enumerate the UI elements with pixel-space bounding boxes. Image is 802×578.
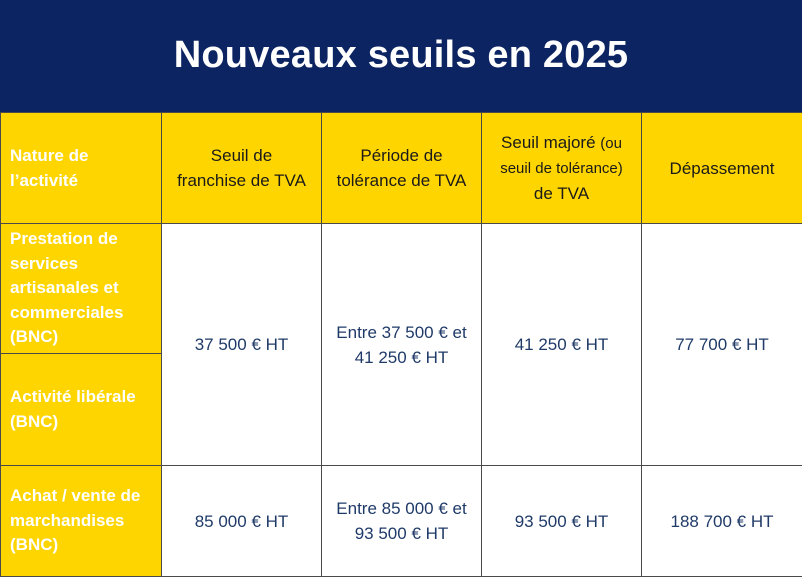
table-row-achat-vente [1, 466, 802, 577]
header-periode-tolerance-line: tolérance de TVA [336, 171, 467, 190]
cell-line: 93 500 € HT [354, 524, 449, 543]
cell-line: 41 250 € HT [354, 347, 449, 367]
cell-line: Entre 37 500 € et [336, 322, 467, 342]
cell-periode-tolerance-services [322, 224, 482, 466]
header-seuil-franchise-line: franchise de TVA [177, 171, 306, 190]
header-nature [1, 113, 162, 224]
header-depassement: Dépassement [642, 113, 802, 224]
row-label-line: Activité libérale [10, 387, 136, 406]
header-seuil-majore [482, 113, 642, 224]
cell-seuil-franchise-services: 37 500 € HT [162, 224, 322, 466]
row-label-line: Achat / vente de [10, 486, 141, 506]
row-label-line: services [10, 253, 79, 273]
page-title: Nouveaux seuils en 2025 [173, 33, 629, 76]
row-label-line: Prestation de [10, 229, 118, 249]
row-label-line: marchandises [10, 510, 125, 530]
table-row-prestation [1, 224, 802, 354]
cell-line: Entre 85 000 € et [336, 499, 467, 518]
header-nature-line: Nature de [10, 146, 89, 165]
cell-periode-tolerance-achat [322, 466, 482, 577]
cell-seuil-majore-achat: 93 500 € HT [482, 466, 642, 577]
row-label-achat-vente [1, 466, 162, 577]
cell-seuil-majore-services: 41 250 € HT [482, 224, 642, 466]
header-seuil-franchise-line: Seuil de [210, 146, 273, 165]
header-seuil-majore-line3: de TVA [533, 184, 590, 203]
table-header-row [1, 113, 802, 224]
title-bar [0, 0, 802, 112]
header-periode-tolerance [322, 113, 482, 224]
header-nature-line: l’activité [10, 171, 79, 190]
cell-depassement-services: 77 700 € HT [642, 224, 802, 466]
cell-seuil-franchise-achat: 85 000 € HT [162, 466, 322, 577]
row-label-line: (BNC) [10, 327, 59, 347]
row-label-line: (BNC) [10, 535, 59, 555]
thresholds-table [0, 112, 802, 577]
header-periode-tolerance-line: Période de [360, 146, 443, 165]
cell-depassement-achat: 188 700 € HT [642, 466, 802, 577]
row-label-line: artisanales et [10, 278, 119, 298]
row-label-liberale [1, 354, 162, 466]
header-seuil-majore-main: Seuil majoré [501, 133, 601, 152]
row-label-line: commerciales [10, 302, 124, 322]
header-seuil-franchise [162, 113, 322, 224]
row-label-line: (BNC) [10, 411, 59, 431]
header-seuil-majore-line2: seuil de tolérance) [500, 160, 623, 177]
header-seuil-majore-small: (ou [600, 135, 622, 152]
row-label-prestation [1, 224, 162, 354]
header-seuil-majore-line1 [482, 130, 641, 156]
